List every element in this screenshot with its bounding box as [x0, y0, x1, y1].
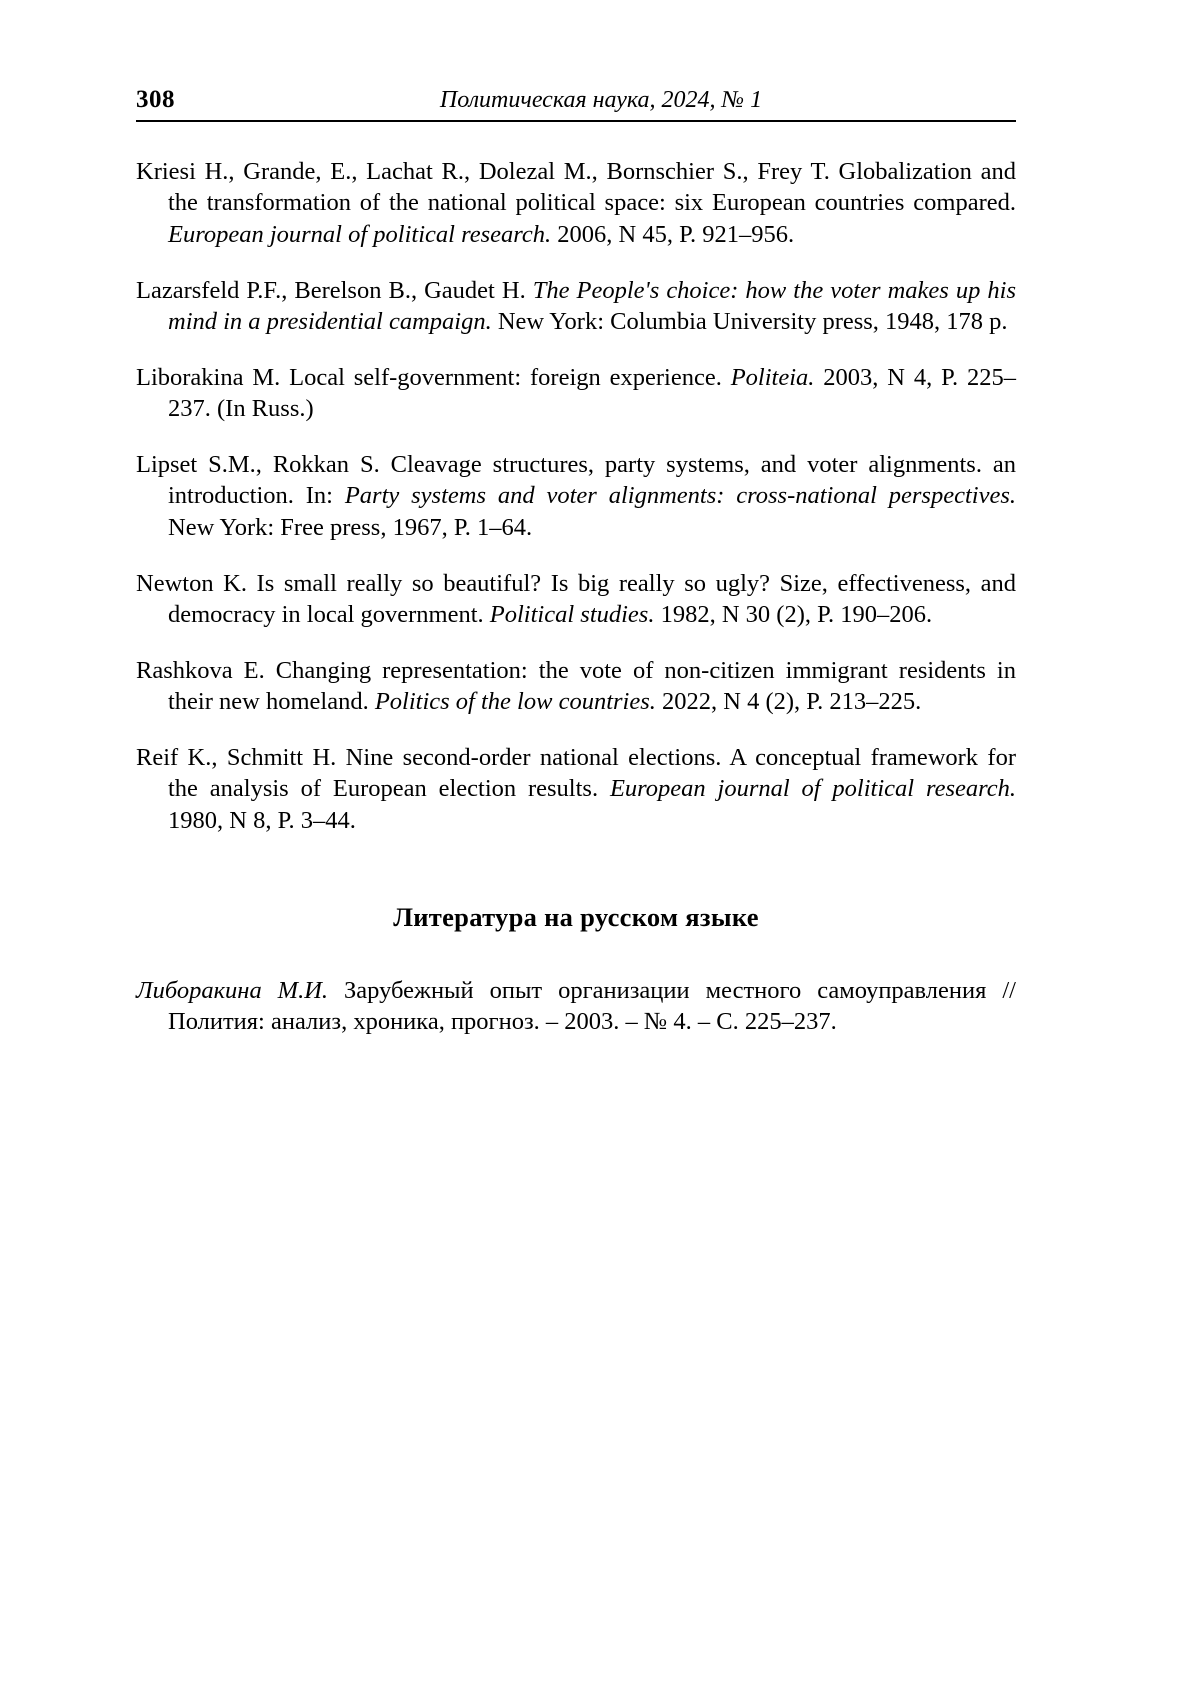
- bibliography-list: [136, 156, 1016, 836]
- reference-text: Newton K. Is small really so beautiful? Is big really so ugly? Size, effectiveness, and democracy in local government.: [136, 569, 1016, 628]
- bibliography-entry: [136, 156, 1016, 250]
- page-content: [136, 0, 1016, 1706]
- bibliography-entry: [136, 449, 1016, 543]
- reference-text: 1980, N 8, P. 3–44.: [168, 806, 356, 834]
- reference-text: Reif K., Schmitt H. Nine second-order national elections. A conceptual framework for the analysis of European election results.: [136, 744, 1016, 803]
- reference-text: Liborakina M. Local self-government: foreign experience.: [136, 363, 731, 391]
- reference-source-title: The People's choice: how the voter makes up his mind in a presidential campaign.: [168, 276, 1016, 335]
- bibliography-entry: [136, 655, 1016, 718]
- russian-section-heading: Литература на русском языке: [393, 902, 759, 933]
- page-number: 308: [136, 86, 175, 113]
- reference-source-title: European journal of political research.: [168, 220, 552, 248]
- bibliography-entry: [136, 742, 1016, 836]
- russian-bibliography-list: [136, 975, 1016, 1038]
- reference-text: 2003, N 4, P. 225–237. (In Russ.): [168, 363, 1016, 423]
- reference-text: Rashkova E. Changing representation: the vote of non-citizen immigrant residents in their new homeland.: [136, 656, 1016, 716]
- reference-source-title: European journal of political research.: [609, 775, 1016, 803]
- reference-text: Kriesi H., Grande, E., Lachat R., Dolezal M., Bornschier S., Frey T. Globalization and the transformation of the national political space: six European countries compared.: [136, 158, 1016, 217]
- reference-text: Зарубежный опыт организации местного самоуправления // Полития: анализ, хроника, прогноз. – 2003. – № 4. – С. 225–237.: [168, 977, 1016, 1036]
- reference-text: Lazarsfeld P.F., Berelson B., Gaudet H.: [136, 276, 533, 304]
- reference-source-title: Politics of the low countries.: [374, 688, 656, 716]
- reference-source-title: Politeia.: [730, 363, 815, 391]
- bibliography-entry: [136, 362, 1016, 425]
- bibliography-entry: [136, 568, 1016, 631]
- reference-text: 2022, N 4 (2), P. 213–225.: [655, 688, 922, 716]
- reference-text: 2006, N 45, P. 921–956.: [551, 220, 795, 248]
- reference-text: New York: Columbia University press, 1948, 178 p.: [491, 307, 1008, 335]
- bibliography-entry: [136, 975, 1016, 1038]
- reference-text: Lipset S.M., Rokkan S. Cleavage structures, party systems, and voter alignments. an introduction. In:: [136, 451, 1016, 510]
- reference-source-title: Political studies.: [489, 600, 655, 628]
- reference-source-title: Либоракина М.И.: [136, 977, 329, 1005]
- bibliography-entry: [136, 275, 1016, 338]
- reference-source-title: Party systems and voter alignments: cross-national perspectives.: [344, 482, 1016, 510]
- running-title: Политическая наука, 2024, № 1: [439, 87, 763, 113]
- reference-text: New York: Free press, 1967, P. 1–64.: [168, 513, 533, 541]
- running-head: [136, 0, 1016, 122]
- reference-text: 1982, N 30 (2), P. 190–206.: [654, 600, 933, 628]
